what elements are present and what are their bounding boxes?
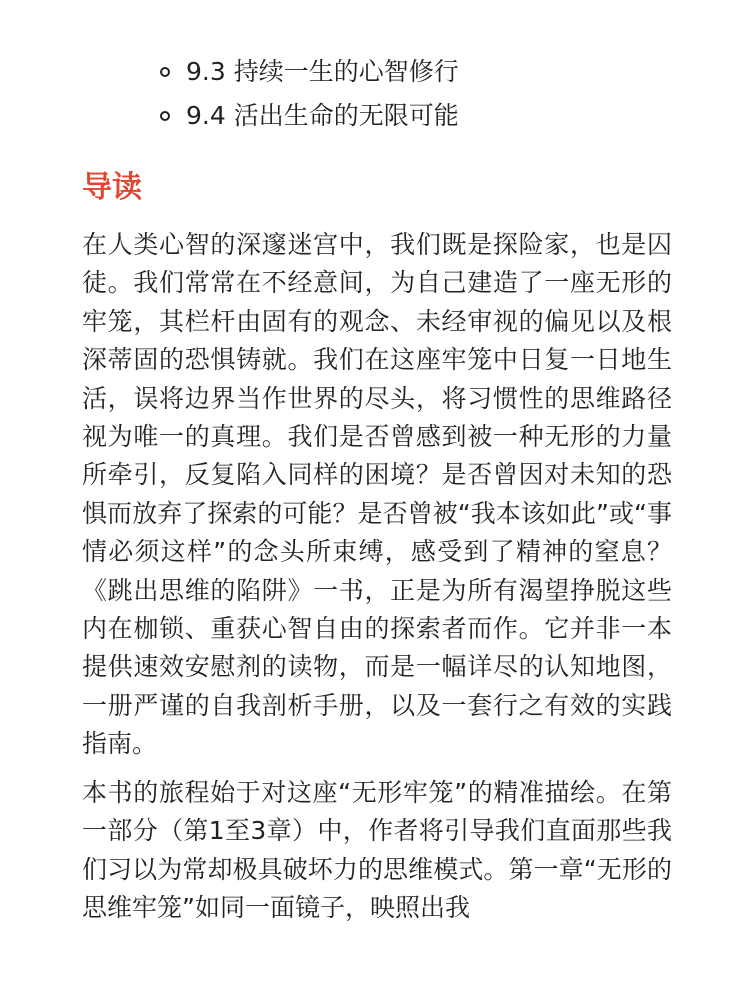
paragraph: 本书的旅程始于对这座“无形牢笼”的精准描绘。在第一部分（第1至3章）中，作者将引导我们直面那些我们习以为常却极具破坏力的思维模式。第一章“无形的思维牢笼”如同一面镜子，映照出我 [82, 777, 672, 922]
hollow-circle-bullet-icon [160, 67, 170, 77]
toc-item[interactable] [160, 50, 459, 94]
section-heading: 导读 [82, 170, 142, 205]
paragraph: 在人类心智的深邃迷宫中，我们既是探险家，也是囚徒。我们常常在不经意间，为自己建造了一座无形的牢笼，其栏杆由固有的观念、未经审视的偏见以及根深蒂固的恐惧铸就。我们在这座牢笼中日复一日地生活，误将边界当作世界的尽头，将习惯性的思维路径视为唯一的真理。我们是否曾感到被一种无形的力量所牵引，反复陷入同样的困境？是否曾因对未知的恐惧而放弃了探索的可能？是否曾被“我本该如此”或“事情必须这样”的念头所束缚，感受到了精神的窒息？《跳出思维的陷阱》一书，正是为所有渴望挣脱这些内在枷锁、重获心智自由的探索者而作。它并非一本提供速效安慰剂的读物，而是一幅详尽的认知地图，一册严谨的自我剖析手册，以及一套行之有效的实践指南。 [82, 230, 672, 759]
toc-item-label: 9.4 活出生命的无限可能 [186, 101, 459, 130]
hollow-circle-bullet-icon [160, 111, 170, 121]
toc-item-label: 9.3 持续一生的心智修行 [186, 57, 459, 86]
toc-sublist [160, 50, 459, 138]
article-body [82, 226, 672, 937]
toc-item[interactable] [160, 94, 459, 138]
